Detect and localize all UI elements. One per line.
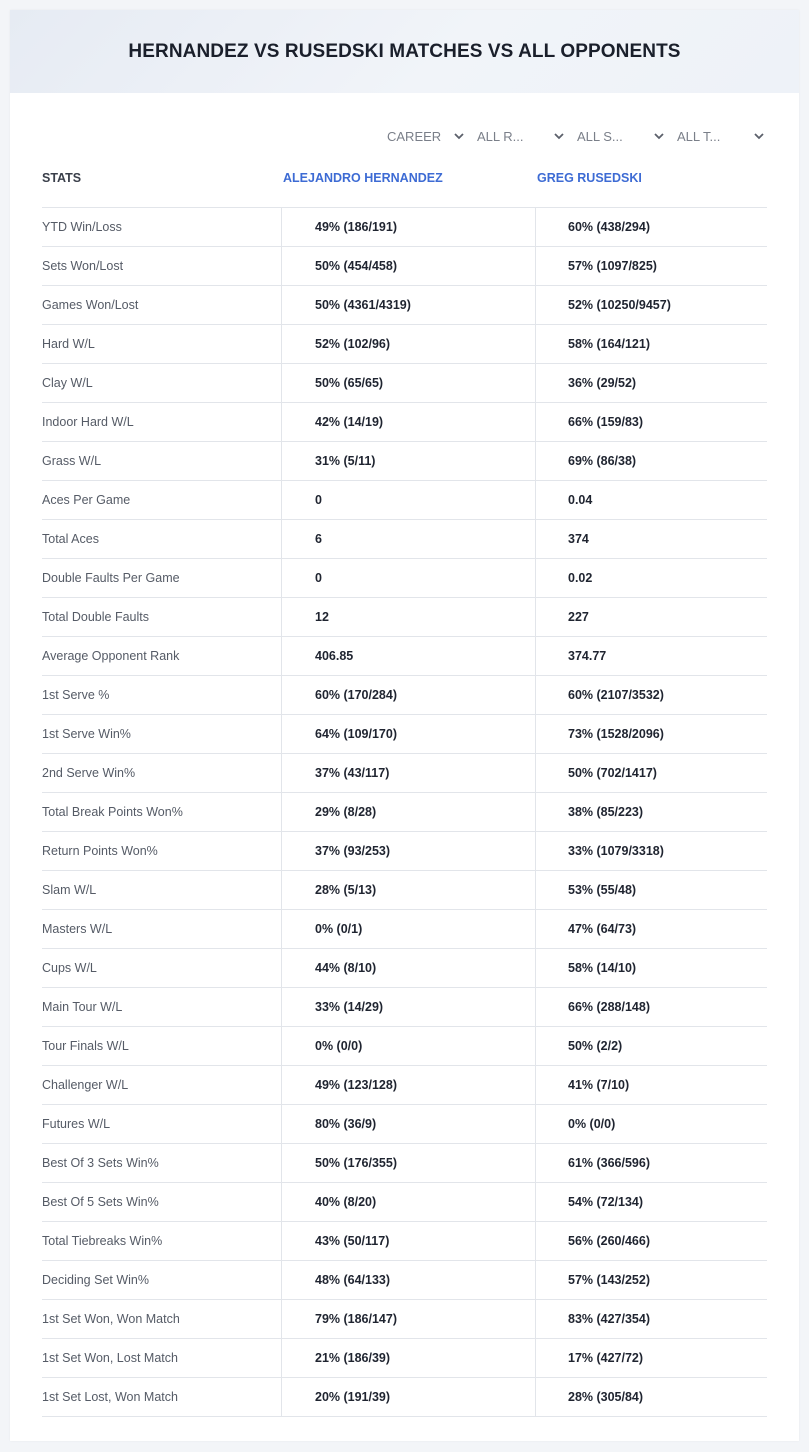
player2-stat-value: 0% (0/0) — [568, 1117, 616, 1131]
table-row — [42, 676, 767, 715]
player1-stat-value: 48% (64/133) — [282, 1261, 536, 1299]
player1-stat-value: 64% (109/170) — [282, 715, 536, 753]
player1-stat-value: 52% (102/96) — [282, 325, 536, 363]
player1-stat-value: 12 — [282, 598, 536, 636]
stat-name: Best Of 3 Sets Win% — [42, 1144, 282, 1182]
player1-stat-value: 0 — [282, 559, 536, 597]
player1-stat-value: 50% (176/355) — [282, 1144, 536, 1182]
player1-stat-value: 50% (65/65) — [282, 364, 536, 402]
table-row — [42, 754, 767, 793]
player2-stat-value: 66% (159/83) — [568, 415, 644, 429]
player2-stat-value: 58% (14/10) — [568, 961, 637, 975]
player1-stat-value: 37% (93/253) — [282, 832, 536, 870]
player2-stat-value: 374 — [568, 532, 589, 546]
table-row — [42, 1027, 767, 1066]
player1-stat-value: 0 — [282, 481, 536, 519]
filter-surface-label: ALL S... — [577, 128, 623, 144]
player2-stat-value: 374.77 — [568, 649, 607, 663]
player1-stat-value: 33% (14/29) — [282, 988, 536, 1026]
stat-name: Clay W/L — [42, 364, 282, 402]
stat-name: Total Break Points Won% — [42, 793, 282, 831]
column-header-stats: STATS — [42, 171, 82, 185]
stat-name: Aces Per Game — [42, 481, 282, 519]
stat-name: 1st Set Lost, Won Match — [42, 1378, 282, 1416]
filter-tournament-select[interactable] — [667, 125, 767, 147]
table-row — [42, 286, 767, 325]
player1-stat-value: 6 — [282, 520, 536, 558]
stat-name: Sets Won/Lost — [42, 247, 282, 285]
stat-name: Cups W/L — [42, 949, 282, 987]
stat-name: Futures W/L — [42, 1105, 282, 1143]
table-row — [42, 403, 767, 442]
page-header — [10, 10, 799, 93]
player2-stat-value: 60% (2107/3532) — [568, 688, 664, 702]
table-row — [42, 442, 767, 481]
player2-stat-value: 47% (64/73) — [568, 922, 637, 936]
player2-stat-value: 17% (427/72) — [568, 1351, 644, 1365]
stat-name: Hard W/L — [42, 325, 282, 363]
player2-stat-value: 38% (85/223) — [568, 805, 644, 819]
player1-stat-value: 50% (4361/4319) — [282, 286, 536, 324]
table-row — [42, 247, 767, 286]
stat-name: Double Faults Per Game — [42, 559, 282, 597]
chevron-down-icon — [453, 130, 465, 142]
filter-round-select[interactable] — [467, 125, 567, 147]
player1-stat-value: 29% (8/28) — [282, 793, 536, 831]
player2-stat-value: 41% (7/10) — [568, 1078, 630, 1092]
stat-name: 1st Serve Win% — [42, 715, 282, 753]
stat-name: 1st Serve % — [42, 676, 282, 714]
stat-name: Total Tiebreaks Win% — [42, 1222, 282, 1260]
player1-stat-value: 80% (36/9) — [282, 1105, 536, 1143]
player1-stat-value: 49% (123/128) — [282, 1066, 536, 1104]
table-row — [42, 988, 767, 1027]
table-row — [42, 325, 767, 364]
filter-period-label: CAREER — [387, 128, 442, 144]
stat-name: Deciding Set Win% — [42, 1261, 282, 1299]
table-row — [42, 1339, 767, 1378]
stat-name: Total Aces — [42, 520, 282, 558]
table-row — [42, 1261, 767, 1300]
player2-stat-value: 56% (260/466) — [568, 1234, 651, 1248]
page-title: HERNANDEZ VS RUSEDSKI MATCHES VS ALL OPPONENTS — [128, 40, 681, 62]
table-row — [42, 715, 767, 754]
filter-surface-select[interactable] — [567, 125, 667, 147]
player2-stat-value: 33% (1079/3318) — [568, 844, 664, 858]
stat-name: Indoor Hard W/L — [42, 403, 282, 441]
chevron-down-icon — [553, 130, 565, 142]
table-row — [42, 793, 767, 832]
table-row — [42, 949, 767, 988]
stat-name: Tour Finals W/L — [42, 1027, 282, 1065]
player2-stat-value: 69% (86/38) — [568, 454, 637, 468]
player2-stat-value: 227 — [568, 610, 589, 624]
stats-card — [10, 10, 799, 1441]
stat-name: 1st Set Won, Lost Match — [42, 1339, 282, 1377]
stat-name: Average Opponent Rank — [42, 637, 282, 675]
player2-stat-value: 83% (427/354) — [568, 1312, 651, 1326]
player2-stat-value: 57% (143/252) — [568, 1273, 651, 1287]
stat-name: 2nd Serve Win% — [42, 754, 282, 792]
filter-tournament-label: ALL T... — [677, 128, 721, 144]
player1-stat-value: 37% (43/117) — [282, 754, 536, 792]
filter-period-select[interactable] — [377, 125, 467, 147]
table-row — [42, 1144, 767, 1183]
player1-stat-value: 40% (8/20) — [282, 1183, 536, 1221]
player2-stat-value: 54% (72/134) — [568, 1195, 644, 1209]
table-row — [42, 559, 767, 598]
stat-name: Return Points Won% — [42, 832, 282, 870]
table-row — [42, 1378, 767, 1417]
table-row — [42, 1105, 767, 1144]
player2-stat-value: 57% (1097/825) — [568, 259, 657, 273]
filter-bar — [377, 125, 767, 147]
stat-name: Total Double Faults — [42, 598, 282, 636]
stat-name: Main Tour W/L — [42, 988, 282, 1026]
player2-stat-value: 36% (29/52) — [568, 376, 637, 390]
player1-stat-value: 406.85 — [282, 637, 536, 675]
filter-round-label: ALL R... — [477, 128, 524, 144]
player2-stat-value: 50% (702/1417) — [568, 766, 657, 780]
player2-stat-value: 58% (164/121) — [568, 337, 651, 351]
stat-name: YTD Win/Loss — [42, 208, 282, 246]
player2-stat-value: 0.04 — [568, 493, 593, 507]
player1-stat-value: 79% (186/147) — [282, 1300, 536, 1338]
stat-name: Grass W/L — [42, 442, 282, 480]
player1-stat-value: 28% (5/13) — [282, 871, 536, 909]
table-row — [42, 910, 767, 949]
chevron-down-icon — [753, 130, 765, 142]
column-header-player1-link[interactable]: ALEJANDRO HERNANDEZ — [283, 171, 443, 185]
table-row — [42, 1300, 767, 1339]
player1-stat-value: 31% (5/11) — [282, 442, 536, 480]
player1-stat-value: 42% (14/19) — [282, 403, 536, 441]
player1-stat-value: 0% (0/0) — [282, 1027, 536, 1065]
table-row — [42, 1066, 767, 1105]
stat-name: Challenger W/L — [42, 1066, 282, 1104]
table-row — [42, 832, 767, 871]
player1-stat-value: 43% (50/117) — [282, 1222, 536, 1260]
player2-stat-value: 53% (55/48) — [568, 883, 637, 897]
player1-stat-value: 44% (8/10) — [282, 949, 536, 987]
player2-stat-value: 60% (438/294) — [568, 220, 651, 234]
table-row — [42, 1183, 767, 1222]
column-header-player2-link[interactable]: GREG RUSEDSKI — [537, 171, 642, 185]
stat-name: 1st Set Won, Won Match — [42, 1300, 282, 1338]
table-row — [42, 637, 767, 676]
chevron-down-icon — [653, 130, 665, 142]
player1-stat-value: 20% (191/39) — [282, 1378, 536, 1416]
player1-stat-value: 0% (0/1) — [282, 910, 536, 948]
player2-stat-value: 66% (288/148) — [568, 1000, 651, 1014]
player2-stat-value: 73% (1528/2096) — [568, 727, 664, 741]
table-row — [42, 520, 767, 559]
player1-stat-value: 21% (186/39) — [282, 1339, 536, 1377]
table-row — [42, 481, 767, 520]
player2-stat-value: 52% (10250/9457) — [568, 298, 671, 312]
player2-stat-value: 28% (305/84) — [568, 1390, 644, 1404]
table-row — [42, 364, 767, 403]
table-row — [42, 208, 767, 247]
player1-stat-value: 49% (186/191) — [282, 208, 536, 246]
stats-table — [42, 207, 767, 1417]
table-row — [42, 871, 767, 910]
player2-stat-value: 61% (366/596) — [568, 1156, 651, 1170]
player1-stat-value: 50% (454/458) — [282, 247, 536, 285]
stat-name: Masters W/L — [42, 910, 282, 948]
stat-name: Games Won/Lost — [42, 286, 282, 324]
table-row — [42, 598, 767, 637]
player2-stat-value: 50% (2/2) — [568, 1039, 623, 1053]
table-row — [42, 1222, 767, 1261]
player2-stat-value: 0.02 — [568, 571, 593, 585]
stat-name: Slam W/L — [42, 871, 282, 909]
player1-stat-value: 60% (170/284) — [282, 676, 536, 714]
stat-name: Best Of 5 Sets Win% — [42, 1183, 282, 1221]
